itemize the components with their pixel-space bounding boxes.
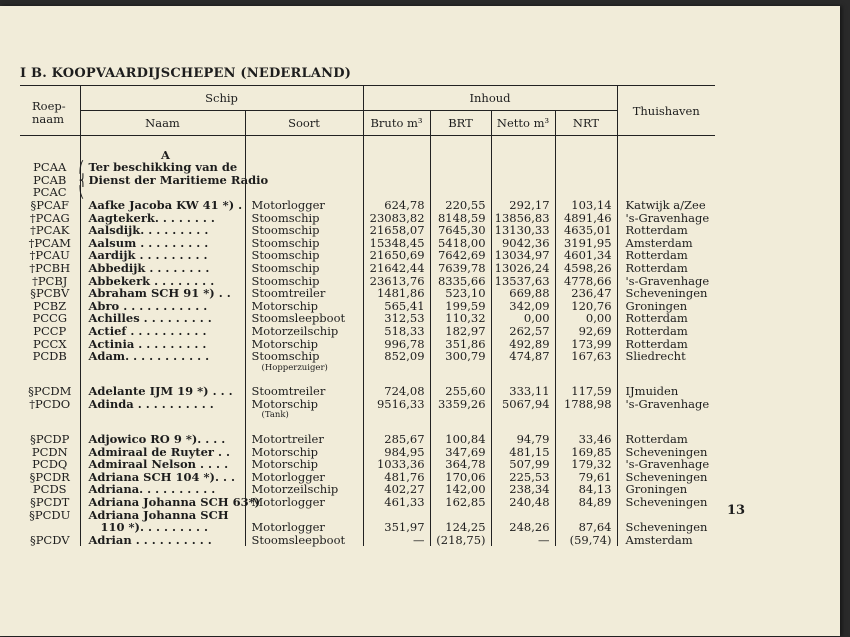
ship-name: Admiraal de Ruyter . .: [80, 446, 245, 459]
callsign: §PCDT: [30, 495, 70, 510]
netto-value: 474,87: [491, 350, 555, 373]
nrt-value: 236,47: [555, 287, 617, 300]
home-port: Groningen: [617, 300, 715, 313]
bruto-value: —: [363, 534, 430, 547]
nrt-value: 92,69: [555, 325, 617, 338]
table-body: [20, 136, 715, 547]
ship-type: Stoomtreiler: [245, 385, 363, 398]
callsign: †PCBJ: [32, 273, 68, 288]
home-port: Rotterdam: [617, 338, 715, 351]
nrt-value: 4601,34: [555, 249, 617, 262]
netto-value: 342,09: [491, 300, 555, 313]
ship-name: Adam. . . . . . . . . . .: [80, 350, 245, 373]
nrt-value: (59,74): [555, 534, 617, 547]
ship-register-table: [20, 85, 715, 546]
brt-value: 351,86: [430, 338, 491, 351]
nrt-value: 167,63: [555, 350, 617, 373]
bruto-value: 984,95: [363, 446, 430, 459]
nrt-value: 33,46: [555, 433, 617, 446]
ship-name: Abbedijk . . . . . . . .: [80, 262, 245, 275]
bruto-value: 9516,33: [363, 398, 430, 421]
callsign: §PCDV: [29, 532, 70, 547]
callsign: †PCAK: [30, 223, 70, 238]
ship-type: Stoomsleepboot: [245, 312, 363, 325]
netto-value: 262,57: [491, 325, 555, 338]
ship-name: Adrian . . . . . . . . . .: [80, 534, 245, 547]
table-row: [20, 534, 715, 547]
callsign: PCDQ: [32, 457, 68, 472]
netto-value: 13856,83: [491, 212, 555, 225]
brt-value: 100,84: [430, 433, 491, 446]
table-row: [20, 458, 715, 471]
callsign: †PCAM: [28, 235, 71, 250]
brt-value: 523,10: [430, 287, 491, 300]
netto-value: 13026,24: [491, 262, 555, 275]
table-row: [20, 433, 715, 446]
ship-type: Motorlogger: [245, 199, 363, 212]
ship-type: Stoomschip: [245, 249, 363, 262]
callsign: PCAC: [32, 185, 67, 200]
callsign: PCAB: [33, 172, 67, 187]
home-port: Scheveningen: [617, 496, 715, 509]
ship-type: Stoomtreiler: [245, 287, 363, 300]
netto-value: 507,99: [491, 458, 555, 471]
brt-value: 170,06: [430, 471, 491, 484]
ship-name: Adelante IJM 19 *) . . .: [80, 385, 245, 398]
netto-value: 492,89: [491, 338, 555, 351]
netto-value: 248,26: [491, 509, 555, 534]
bruto-value: 1481,86: [363, 287, 430, 300]
nrt-value: 84,13: [555, 483, 617, 496]
nrt-value: 4778,66: [555, 275, 617, 288]
header-roepnaam: Roep-naam: [20, 86, 80, 136]
ship-type: Motorschip: [245, 458, 363, 471]
bruto-value: 724,08: [363, 385, 430, 398]
brt-value: 8148,59: [430, 212, 491, 225]
netto-value: 5067,94: [491, 398, 555, 421]
callsign: PCCP: [33, 323, 67, 338]
nrt-value: 103,14: [555, 199, 617, 212]
table-row: PCAC ⎝: [20, 186, 715, 199]
nrt-value: 84,89: [555, 496, 617, 509]
netto-value: 0,00: [491, 312, 555, 325]
table-header: [20, 86, 715, 136]
bruto-value: 21658,07: [363, 224, 430, 237]
home-port: Sliedrecht: [617, 350, 715, 373]
header-bruto: Bruto m³: [363, 111, 430, 136]
ship-name: Aalsum . . . . . . . . .: [80, 237, 245, 250]
brt-value: 110,32: [430, 312, 491, 325]
nrt-value: 79,61: [555, 471, 617, 484]
table-row: [20, 262, 715, 275]
home-port: Rotterdam: [617, 262, 715, 275]
nrt-value: 169,85: [555, 446, 617, 459]
ship-name: Achilles . . . . . . . . .: [80, 312, 245, 325]
brt-value: 199,59: [430, 300, 491, 313]
header-brt: BRT: [430, 111, 491, 136]
nrt-value: 173,99: [555, 338, 617, 351]
bruto-value: 1033,36: [363, 458, 430, 471]
ship-name: Admiraal Nelson . . . .: [80, 458, 245, 471]
nrt-value: 4891,46: [555, 212, 617, 225]
bruto-value: 624,78: [363, 199, 430, 212]
brt-value: 8335,66: [430, 275, 491, 288]
callsign: †PCAU: [29, 248, 70, 263]
netto-value: 669,88: [491, 287, 555, 300]
netto-value: 94,79: [491, 433, 555, 446]
nrt-value: 4635,01: [555, 224, 617, 237]
callsign: §PCDR: [29, 469, 70, 484]
ship-name: Abro . . . . . . . . . . .: [80, 300, 245, 313]
ship-type: Motorschip (Tank): [245, 398, 363, 421]
page-title: I B. KOOPVAARDIJSCHEPEN (NEDERLAND): [20, 66, 352, 81]
ship-type: Motorlogger: [245, 496, 363, 509]
ship-type: Motorschip: [245, 446, 363, 459]
ship-type-note: (Tank): [261, 410, 289, 421]
header-schip: Schip: [80, 86, 363, 111]
callsign: PCBZ: [33, 298, 67, 313]
netto-value: —: [491, 534, 555, 547]
callsign: PCDS: [32, 482, 67, 497]
ship-name: Aalsdijk. . . . . . . . .: [80, 224, 245, 237]
table-row: [20, 224, 715, 237]
home-port: 's-Gravenhage: [617, 212, 715, 225]
table-row: [20, 398, 715, 421]
ship-name: Aardijk . . . . . . . . .: [80, 249, 245, 262]
home-port: Rotterdam: [617, 312, 715, 325]
bruto-value: 996,78: [363, 338, 430, 351]
home-port: Scheveningen: [617, 509, 715, 534]
home-port: Amsterdam: [617, 534, 715, 547]
ship-name: Aafke Jacoba KW 41 *) .: [80, 199, 245, 212]
bruto-value: 402,27: [363, 483, 430, 496]
netto-value: 292,17: [491, 199, 555, 212]
callsign: †PCBH: [29, 260, 71, 275]
bruto-value: 565,41: [363, 300, 430, 313]
bruto-value: 15348,45: [363, 237, 430, 250]
brt-value: 5418,00: [430, 237, 491, 250]
brt-value: 182,97: [430, 325, 491, 338]
callsign: §PCDM: [28, 384, 72, 399]
ship-name: Adriana Johanna SCH 63*): [80, 496, 245, 509]
page-number: 13: [727, 503, 746, 518]
radio-note-line1: ⎛ Ter beschikking van de: [80, 161, 245, 174]
home-port: Katwijk a/Zee: [617, 199, 715, 212]
ship-type: Stoomschip: [245, 237, 363, 250]
table-row: [20, 325, 715, 338]
header-nrt: NRT: [555, 111, 617, 136]
home-port: 's-Gravenhage: [617, 275, 715, 288]
brt-value: 300,79: [430, 350, 491, 373]
ship-type: Motorzeilschip: [245, 325, 363, 338]
ship-name: Aagtekerk. . . . . . . .: [80, 212, 245, 225]
brt-value: 162,85: [430, 496, 491, 509]
brt-value: 7639,78: [430, 262, 491, 275]
home-port: Rotterdam: [617, 249, 715, 262]
brt-value: 7642,69: [430, 249, 491, 262]
ship-name: Abraham SCH 91 *) . .: [80, 287, 245, 300]
callsign: PCDB: [32, 349, 67, 364]
bruto-value: 461,33: [363, 496, 430, 509]
home-port: Scheveningen: [617, 471, 715, 484]
table-row: [20, 199, 715, 212]
ship-type: Motortreiler: [245, 433, 363, 446]
callsign: §PCAF: [30, 197, 70, 212]
bruto-value: 312,53: [363, 312, 430, 325]
nrt-value: 1788,98: [555, 398, 617, 421]
home-port: IJmuiden: [617, 385, 715, 398]
nrt-value: 0,00: [555, 312, 617, 325]
bruto-value: 23613,76: [363, 275, 430, 288]
home-port: 's-Gravenhage: [617, 398, 715, 421]
radio-note-line2: ⎨ Dienst der Maritieme Radio: [78, 172, 269, 187]
home-port: Groningen: [617, 483, 715, 496]
netto-value: 9042,36: [491, 237, 555, 250]
callsign: §PCDU: [29, 507, 71, 522]
callsign: PCCG: [32, 311, 68, 326]
brt-value: 3359,26: [430, 398, 491, 421]
table-row: [20, 509, 715, 534]
nrt-value: 117,59: [555, 385, 617, 398]
section-letter: A: [80, 149, 245, 162]
netto-value: 13130,33: [491, 224, 555, 237]
home-port: 's-Gravenhage: [617, 458, 715, 471]
netto-value: 225,53: [491, 471, 555, 484]
bruto-value: 852,09: [363, 350, 430, 373]
ship-type: Motorlogger: [245, 471, 363, 484]
ship-type: Stoomschip: [245, 262, 363, 275]
header-netto: Netto m³: [491, 111, 555, 136]
bruto-value: 21642,44: [363, 262, 430, 275]
home-port: Rotterdam: [617, 224, 715, 237]
header-soort: Soort: [245, 111, 363, 136]
callsign: §PCDP: [30, 432, 70, 447]
callsign: †PCDO: [29, 396, 71, 411]
home-port: Scheveningen: [617, 287, 715, 300]
ship-type: Stoomschip (Hopperzuiger): [245, 350, 363, 373]
header-thuishaven: Thuishaven: [617, 86, 715, 136]
header-inhoud: Inhoud: [363, 86, 617, 111]
ship-name: Adjowico RO 9 *). . . .: [80, 433, 245, 446]
callsign: †PCAG: [29, 210, 70, 225]
ship-type: Motorlogger: [245, 509, 363, 534]
table-row: [20, 350, 715, 373]
brt-value: 347,69: [430, 446, 491, 459]
document-page: [0, 6, 840, 636]
bruto-value: 23083,82: [363, 212, 430, 225]
ship-type: Motorschip: [245, 338, 363, 351]
ship-name: Actief . . . . . . . . . .: [80, 325, 245, 338]
home-port: Rotterdam: [617, 325, 715, 338]
brt-value: 364,78: [430, 458, 491, 471]
ship-type: Stoomschip: [245, 224, 363, 237]
table-row: [20, 174, 715, 187]
callsign: PCDN: [31, 444, 68, 459]
ship-type: Stoomschip: [245, 212, 363, 225]
netto-value: 238,34: [491, 483, 555, 496]
ship-type-note: (Hopperzuiger): [261, 362, 328, 373]
netto-value: 13537,63: [491, 275, 555, 288]
bruto-value: 518,33: [363, 325, 430, 338]
netto-value: 240,48: [491, 496, 555, 509]
ship-type: Motorschip: [245, 300, 363, 313]
ship-name: Adriana SCH 104 *). . .: [80, 471, 245, 484]
ship-name: Adriana Johanna SCH 110 *). . . . . . . . .: [80, 509, 245, 534]
nrt-value: 120,76: [555, 300, 617, 313]
netto-value: 481,15: [491, 446, 555, 459]
ship-type: Motorzeilschip: [245, 483, 363, 496]
brt-value: 142,00: [430, 483, 491, 496]
nrt-value: 87,64: [555, 509, 617, 534]
callsign: PCCX: [32, 336, 67, 351]
bruto-value: 481,76: [363, 471, 430, 484]
table-row: [20, 385, 715, 398]
netto-value: 333,11: [491, 385, 555, 398]
bruto-value: 21650,69: [363, 249, 430, 262]
ship-name: Adriana. . . . . . . . . .: [80, 483, 245, 496]
header-naam: Naam: [80, 111, 245, 136]
home-port: Amsterdam: [617, 237, 715, 250]
home-port: Scheveningen: [617, 446, 715, 459]
nrt-value: 3191,95: [555, 237, 617, 250]
ship-name: Abbekerk . . . . . . . .: [80, 275, 245, 288]
home-port: Rotterdam: [617, 433, 715, 446]
ship-type: Stoomschip: [245, 275, 363, 288]
ship-name: Adinda . . . . . . . . . .: [80, 398, 245, 421]
brt-value: 124,25: [430, 509, 491, 534]
bruto-value: 351,97: [363, 509, 430, 534]
nrt-value: 179,32: [555, 458, 617, 471]
brt-value: 7645,30: [430, 224, 491, 237]
callsign: PCAA: [33, 160, 67, 175]
netto-value: 13034,97: [491, 249, 555, 262]
bruto-value: 285,67: [363, 433, 430, 446]
ship-type: Stoomsleepboot: [245, 534, 363, 547]
table-row: [20, 287, 715, 300]
brt-value: 220,55: [430, 199, 491, 212]
nrt-value: 4598,26: [555, 262, 617, 275]
brt-value: (218,75): [430, 534, 491, 547]
callsign: §PCBV: [30, 286, 70, 301]
brt-value: 255,60: [430, 385, 491, 398]
ship-name: Actinia . . . . . . . . .: [80, 338, 245, 351]
